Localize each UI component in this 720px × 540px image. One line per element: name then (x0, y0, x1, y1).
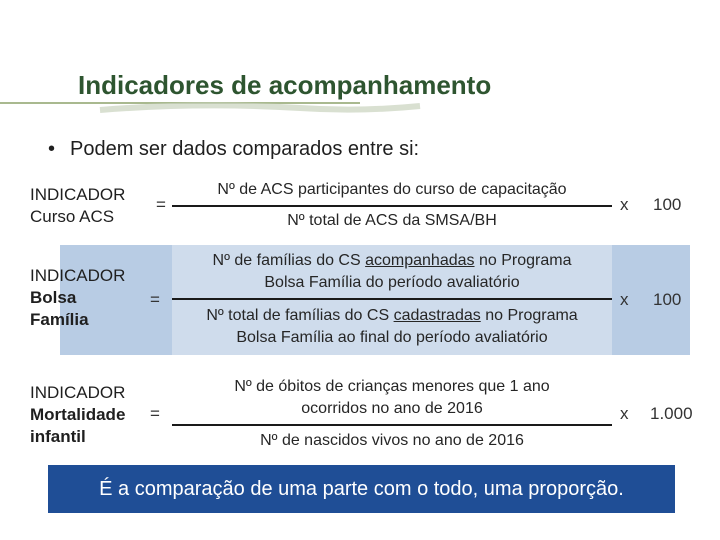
slide-title: Indicadores de acompanhamento (78, 70, 492, 100)
multiplier: 100 (653, 195, 682, 214)
indicator-label-bolsa-familia (30, 265, 125, 331)
indicator-name-cont: infantil (30, 427, 86, 446)
denominator (172, 305, 612, 349)
indicator-name: Mortalidade (30, 405, 126, 424)
indicator-label-mortalidade-infantil (30, 382, 125, 448)
indicator-heading: INDICADOR (30, 383, 126, 402)
denominator: Nº de nascidos vivos no ano de 2016 (260, 432, 524, 449)
fraction-bar (172, 298, 612, 300)
denominator-part: no Programa (480, 307, 578, 324)
denominator-underlined: cadastradas (393, 307, 481, 324)
numerator-line2: ocorridos no ano de 2016 (301, 400, 483, 417)
times-sign: x (620, 195, 629, 214)
equals-sign: = (150, 290, 160, 309)
conclusion-banner (48, 465, 675, 513)
bullet-item (48, 138, 419, 161)
indicator-name-cont: Família (30, 310, 89, 329)
bullet-text: Podem ser dados comparados entre si: (70, 138, 420, 160)
numerator: Nº de ACS participantes do curso de capacitação (217, 181, 567, 198)
fraction-bar (172, 424, 612, 426)
bullet-marker: • (48, 138, 56, 160)
equals-sign: = (156, 195, 166, 214)
numerator-line2: Bolsa Família do período avaliatório (264, 274, 520, 291)
indicator-label-curso-acs (30, 184, 125, 228)
title-divider (0, 100, 720, 114)
numerator-part: no Programa (474, 252, 572, 269)
indicator-name: Bolsa (30, 288, 77, 307)
indicator-heading: INDICADOR (30, 185, 126, 204)
fraction-bar (172, 205, 612, 207)
numerator (172, 376, 612, 420)
multiplier: 1.000 (650, 404, 693, 423)
denominator-part: Nº total de famílias do CS (206, 307, 394, 324)
numerator-underlined: acompanhadas (365, 252, 475, 269)
indicator-name: Curso ACS (30, 207, 115, 226)
times-sign: x (620, 404, 629, 423)
numerator-part: Nº de famílias do CS (212, 252, 366, 269)
multiplier: 100 (653, 290, 682, 309)
denominator-line2: Bolsa Família ao final do período avaliatório (236, 329, 548, 346)
numerator-line1: Nº de óbitos de crianças menores que 1 ano (234, 378, 550, 395)
denominator: Nº total de ACS da SMSA/BH (287, 212, 497, 229)
conclusion-text: É a comparação de uma parte com o todo, uma proporção. (99, 477, 624, 500)
indicator-heading: INDICADOR (30, 266, 126, 285)
times-sign: x (620, 290, 629, 309)
numerator (172, 250, 612, 294)
equals-sign: = (150, 404, 160, 423)
